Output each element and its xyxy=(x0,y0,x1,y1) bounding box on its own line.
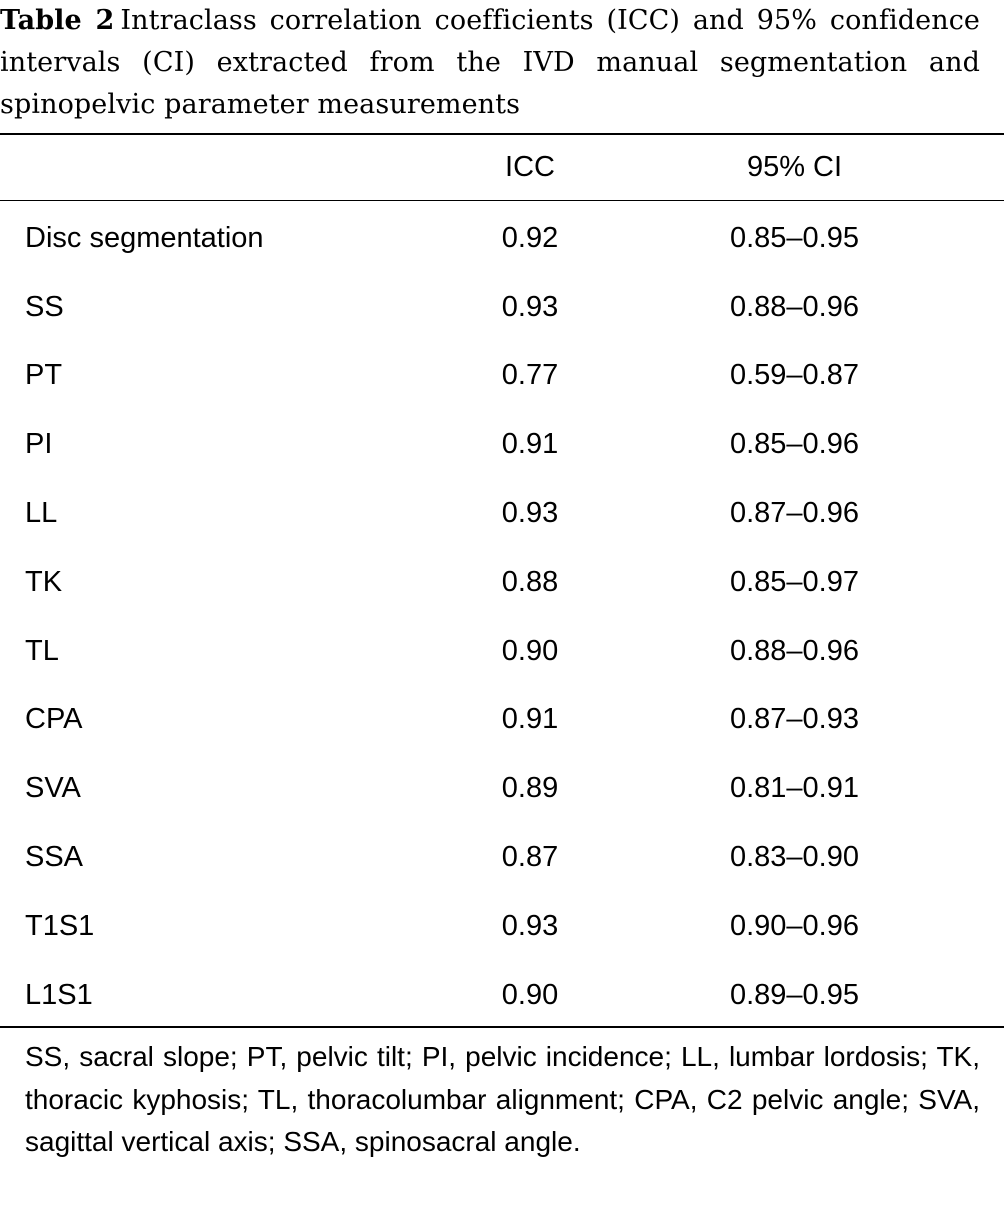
row-ci-value: 0.87–0.96 xyxy=(729,497,859,530)
header-ci: 95% CI xyxy=(746,150,843,183)
row-parameter: CPA xyxy=(25,703,83,736)
row-ci-value: 0.88–0.96 xyxy=(729,634,859,667)
row-parameter: L1S1 xyxy=(25,978,93,1011)
row-parameter: TK xyxy=(25,565,63,598)
table-row xyxy=(0,754,1004,823)
row-parameter: T1S1 xyxy=(25,909,95,942)
header-parameter xyxy=(0,134,415,200)
row-ci-value: 0.85–0.96 xyxy=(729,428,859,461)
row-icc-value: 0.93 xyxy=(501,497,559,530)
table-row xyxy=(0,200,1004,273)
row-ci-value: 0.88–0.96 xyxy=(729,290,859,323)
table-row xyxy=(0,961,1004,1030)
row-ci-value: 0.59–0.87 xyxy=(729,359,859,392)
row-parameter: PT xyxy=(25,359,63,392)
row-ci-value: 0.90–0.96 xyxy=(729,909,859,942)
table-footnote: SS, sacral slope; PT, pelvic tilt; PI, pelvic incidence; LL, lumbar lordosis; TK, thoracic kyphosis; TL, thoracolumbar alignment; CPA, C2 pelvic angle; SVA, sagittal vertical axis; SSA, spinosacral angle. xyxy=(25,1041,980,1157)
row-ci-value: 0.85–0.95 xyxy=(729,221,859,254)
row-icc-value: 0.93 xyxy=(501,909,559,942)
row-icc-value: 0.89 xyxy=(501,772,559,805)
row-icc-value: 0.90 xyxy=(501,978,559,1011)
icc-table xyxy=(0,134,1004,1030)
row-parameter: SVA xyxy=(25,772,81,805)
row-parameter: SS xyxy=(25,290,64,323)
row-icc-value: 0.87 xyxy=(501,841,559,874)
row-parameter: SSA xyxy=(25,841,84,874)
row-icc-value: 0.91 xyxy=(501,428,559,461)
row-ci-value: 0.81–0.91 xyxy=(729,772,859,805)
row-icc-value: 0.77 xyxy=(501,359,559,392)
row-parameter: LL xyxy=(25,497,58,530)
row-icc-value: 0.91 xyxy=(501,703,559,736)
header-icc: ICC xyxy=(505,150,555,183)
table-header-row xyxy=(0,134,1004,200)
table-row xyxy=(0,410,1004,479)
table-caption xyxy=(0,0,980,126)
row-icc-value: 0.93 xyxy=(501,290,559,323)
table-row xyxy=(0,617,1004,686)
row-parameter: PI xyxy=(25,428,53,461)
table-row xyxy=(0,686,1004,755)
table-row xyxy=(0,892,1004,961)
row-ci-value: 0.83–0.90 xyxy=(729,841,859,874)
row-icc-value: 0.88 xyxy=(501,565,559,598)
table-label: Table 2 xyxy=(0,5,115,36)
table-row xyxy=(0,273,1004,342)
table-row xyxy=(0,342,1004,411)
table-row xyxy=(0,479,1004,548)
row-icc-value: 0.90 xyxy=(501,634,559,667)
row-ci-value: 0.85–0.97 xyxy=(729,565,859,598)
row-icc-value: 0.92 xyxy=(501,221,559,254)
table-body xyxy=(0,200,1004,1030)
row-ci-value: 0.87–0.93 xyxy=(729,703,859,736)
row-ci-value: 0.89–0.95 xyxy=(729,978,859,1011)
table-row xyxy=(0,548,1004,617)
table-row xyxy=(0,823,1004,892)
row-parameter: Disc segmentation xyxy=(25,221,264,254)
row-parameter: TL xyxy=(25,634,59,667)
table-caption-text: Intraclass correlation coefficients (ICC) and 95% confidence intervals (CI) extracted from the IVD manual segmentation and spinopelvic parameter measurements xyxy=(0,5,981,120)
